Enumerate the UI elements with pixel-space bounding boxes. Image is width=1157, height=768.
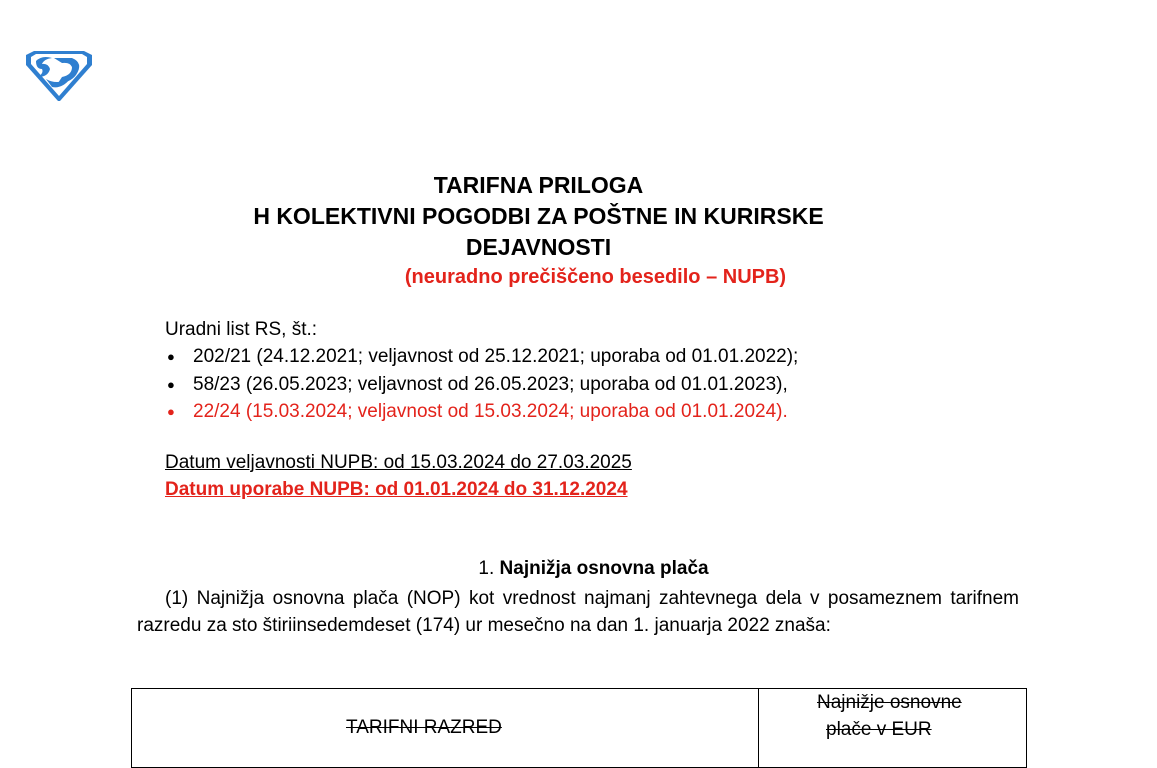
- section-paragraph: (1) Najnižja osnovna plača (NOP) kot vrednost najmanj zahtevnega dela v posameznem tarifnem razredu za sto štiriinsedemdeset (174) ur mesečno na dan 1. januarja 2022 znaša:: [137, 588, 1019, 636]
- table-column-divider: [758, 689, 759, 767]
- bullet-icon: ●: [167, 377, 175, 392]
- source-item: 22/24 (15.03.2024; veljavnost od 15.03.2024; uporaba od 01.01.2024).: [193, 401, 788, 422]
- usage-date-line: Datum uporabe NUPB: od 01.01.2024 do 31.12.2024: [165, 479, 628, 500]
- company-logo-icon: [22, 49, 96, 103]
- source-item: 202/21 (24.12.2021; veljavnost od 25.12.2021; uporaba od 01.01.2022);: [193, 346, 799, 367]
- document-subtitle: (neuradno prečiščeno besedilo – NUPB): [404, 266, 787, 288]
- table-header-min-salary-unit: plače v EUR: [826, 719, 932, 740]
- section-title: Najnižja osnovna plača: [499, 558, 709, 579]
- document-title-line-1: TARIFNA PRILOGA: [433, 172, 644, 198]
- document-title-line-3: DEJAVNOSTI: [465, 234, 612, 260]
- bullet-icon: ●: [167, 349, 175, 364]
- table-header-tariff-class: TARIFNI RAZRED: [346, 717, 502, 738]
- table-header-min-salary: Najnižje osnovne: [817, 692, 962, 713]
- source-item: 58/23 (26.05.2023; veljavnost od 26.05.2023; uporaba od 01.01.2023),: [193, 374, 788, 395]
- section-heading: [0, 558, 1157, 580]
- validity-date-line: Datum veljavnosti NUPB: od 15.03.2024 do 27.03.2025: [165, 452, 632, 473]
- document-title-line-2: H KOLEKTIVNI POGODBI ZA POŠTNE IN KURIRSKE: [253, 203, 824, 229]
- bullet-icon: ●: [167, 404, 175, 419]
- section-number: 1.: [478, 558, 495, 579]
- sources-label: Uradni list RS, št.:: [165, 319, 318, 340]
